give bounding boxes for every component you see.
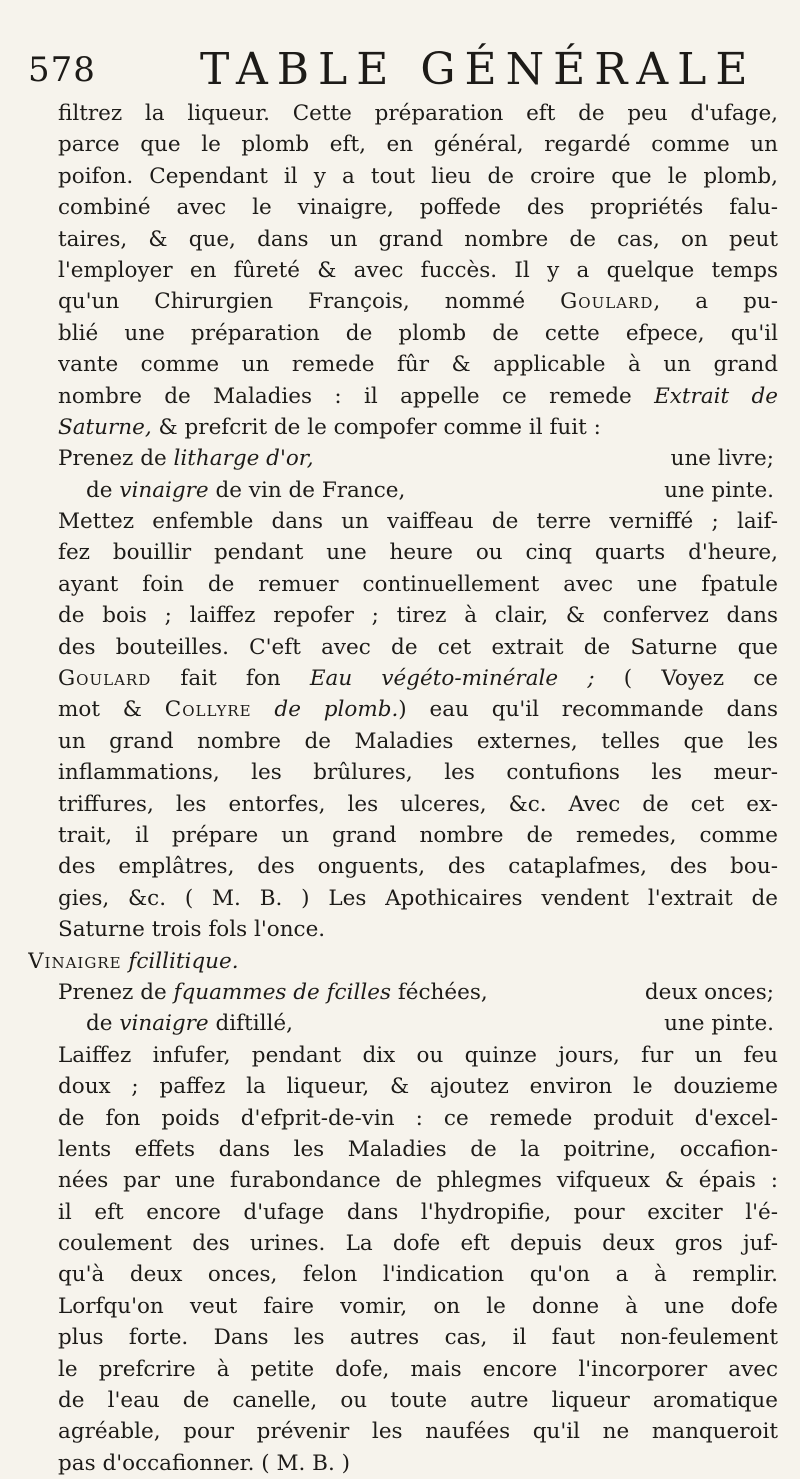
text-line: [58, 286, 778, 317]
text-run: Prenez de: [58, 446, 174, 472]
recipe-quantity: deux onces;: [644, 979, 774, 1005]
page-header: [28, 44, 760, 96]
text-line: lents effets dans les Maladies de la poitrine, occafion-: [58, 1136, 778, 1162]
text-run: Prenez de: [58, 979, 174, 1005]
text-line: blié une préparation de plomb de cette efpece, qu'il: [58, 320, 778, 346]
text-line: Lorfqu'on veut faire vomir, on le donne à une dofe: [58, 1293, 778, 1319]
text-line: qu'à deux onces, felon l'indication qu'on a à remplir.: [58, 1262, 778, 1288]
recipe-line: [58, 977, 778, 1008]
text-line: l'employer en fûreté & avec fuccès. Il y a quelque temps: [58, 257, 778, 283]
author-name: Goulard: [58, 666, 152, 692]
italic-term: Extrait de: [654, 383, 778, 409]
text-line: plus forte. Dans les autres cas, il faut non-feulement: [58, 1325, 778, 1351]
text-line: gies, &c. ( M. B. ) Les Apothicaires vendent l'extrait de: [58, 885, 778, 911]
text-run: de: [86, 477, 120, 503]
text-line: filtrez la liqueur. Cette préparation eft de peu d'ufage,: [58, 101, 778, 126]
text-line: un grand nombre de Maladies externes, telles que les: [58, 728, 778, 754]
recipe-quantity: une pinte.: [664, 477, 774, 503]
recipe-line: [58, 443, 778, 474]
recipe-quantity: une pinte.: [664, 1011, 774, 1037]
text-run: nombre de Maladies : il appelle ce remede: [58, 383, 655, 409]
text-run: ) eau qu'il recommande dans: [398, 697, 778, 723]
text-line: agréable, pour prévenir les naufées qu'il ne manqueroit: [58, 1419, 778, 1445]
recipe-line: [58, 475, 778, 506]
text-line: [58, 663, 778, 694]
italic-term: fcillitique.: [121, 948, 239, 974]
italic-term: Saturne,: [58, 414, 152, 440]
text-line: doux ; paffez la liqueur, & ajoutez environ le douzieme: [58, 1074, 778, 1100]
text-run: & prefcrit de le compofer comme il fuit :: [151, 414, 601, 440]
text-line: Laiffez infufer, pendant dix ou quinze jours, fur un feu: [58, 1042, 778, 1068]
page-number: 578: [28, 50, 96, 90]
text-run: féchées,: [391, 979, 488, 1005]
entry-headword: Vinaigre: [28, 948, 122, 974]
text-line: combiné avec le vinaigre, poffede des propriétés falu-: [58, 195, 778, 221]
text-line: nées par une furabondance de phlegmes vifqueux & épais :: [58, 1168, 778, 1194]
author-name: Goulard: [560, 289, 654, 315]
text-line: pas d'occafionner. ( M. B. ): [58, 1450, 351, 1476]
text-line: ayant foin de remuer continuellement avec une fpatule: [58, 571, 778, 597]
recipe-ingredient: [86, 475, 405, 506]
text-run: , a pu-: [653, 289, 778, 315]
body-text: [28, 98, 778, 1479]
recipe-ingredient: [58, 977, 488, 1008]
text-line: Mettez enfemble dans un vaiffeau de terre verniffé ; laif-: [58, 509, 778, 535]
text-line: coulement des urines. La dofe eft depuis deux gros juf-: [58, 1231, 778, 1257]
text-run: diftillé,: [208, 1011, 293, 1037]
cross-reference: Collyre: [164, 697, 252, 723]
text-run: ( Voyez ce: [594, 666, 778, 692]
italic-term: fquammes de fcilles: [173, 979, 391, 1005]
text-line: de l'eau de canelle, ou toute autre liqueur aromatique: [58, 1388, 778, 1414]
italic-term: vinaigre: [119, 1011, 209, 1037]
text-line: poifon. Cependant il y a tout lieu de croire que le plomb,: [58, 163, 778, 189]
text-line: Saturne trois fols l'once.: [58, 917, 326, 943]
recipe-line: [58, 1008, 778, 1039]
text-line: de fon poids d'efprit-de-vin : ce remede produit d'excel-: [58, 1105, 778, 1131]
text-line: il eft encore d'ufage dans l'hydropifie, pour exciter l'é-: [58, 1199, 778, 1225]
italic-term: de plomb.: [251, 697, 399, 723]
entry-heading: [28, 946, 778, 977]
text-line: taires, & que, dans un grand nombre de cas, on peut: [58, 226, 778, 252]
text-line: triffures, les entorfes, les ulceres, &c. Avec de cet ex-: [58, 791, 778, 817]
recipe-ingredient: [58, 443, 314, 474]
text-line: [58, 412, 778, 443]
text-run: fait fon: [151, 666, 310, 692]
italic-term: vinaigre: [119, 477, 209, 503]
recipe-quantity: une livre;: [670, 446, 774, 472]
text-line: parce que le plomb eft, en général, regardé comme un: [58, 132, 778, 158]
italic-term: litharge d'or,: [173, 446, 314, 472]
text-line: le prefcrire à petite dofe, mais encore l'incorporer avec: [58, 1356, 778, 1382]
running-title: TABLE GÉNÉRALE: [200, 44, 757, 95]
text-line: trait, il prépare un grand nombre de remedes, comme: [58, 822, 778, 848]
text-line: de bois ; laiffez repofer ; tirez à clair, & confervez dans: [58, 603, 778, 629]
text-run: qu'un Chirurgien François, nommé: [58, 289, 561, 315]
text-line: vante comme un remede fûr & applicable à un grand: [58, 352, 778, 378]
text-run: de: [86, 1011, 120, 1037]
text-line: des emplâtres, des onguents, des cataplafmes, des bou-: [58, 854, 778, 880]
text-run: de vin de France,: [208, 477, 406, 503]
text-run: mot &: [58, 697, 165, 723]
text-line: fez bouillir pendant une heure ou cinq quarts d'heure,: [58, 540, 778, 566]
italic-term: Eau végéto-minérale ;: [309, 666, 595, 692]
recipe-ingredient: [86, 1008, 293, 1039]
text-line: [58, 694, 778, 725]
text-line: inflammations, les brûlures, les contufions les meur-: [58, 760, 778, 786]
text-line: des bouteilles. C'eft avec de cet extrait de Saturne que: [58, 634, 778, 660]
text-line: [58, 381, 778, 412]
